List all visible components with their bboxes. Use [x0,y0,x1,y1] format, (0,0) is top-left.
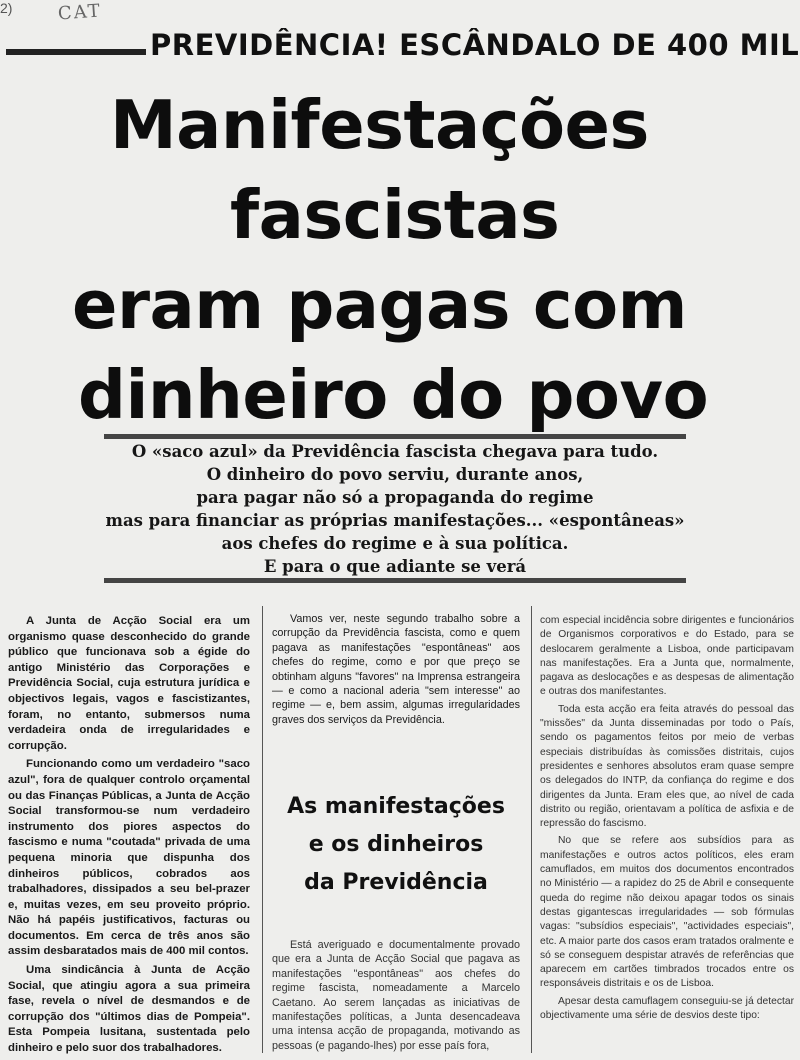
subhead-rule-bottom [104,578,686,583]
article-column-2-body [272,938,520,1056]
article-column-3 [540,614,794,1026]
subhead-line: aos chefes do regime e à sua política. [221,534,569,553]
article-column-1 [8,614,250,1060]
handwritten-mark: CAT [57,0,103,25]
main-headline [40,80,800,440]
section-heading [272,788,520,902]
corner-mark: 2) [0,0,13,16]
headline-line-1: Manifestações [110,86,649,164]
subhead-line: para pagar não só a propaganda do regime [196,488,594,507]
paragraph: No que se refere aos subsídios para as manifestações e outros actos políticos, eles eram camuflados, em muitos dos documentos encontrados no Ministério — a rapidez do 25 de Abril e consequente queda do regime não deixou apagar todos os sinais destas gigantescas irregularidades — sob fórmulas vagas: "subsídios especiais", "actividades especiais", etc. A maior parte dos casos eram tratados oralmente e só se conseguem despistar através de referências que aparecem em cartões timbrados trocados entre os responsáveis distritais e os de Lisboa. [540,835,794,990]
section-heading-line: As manifestações [287,794,505,819]
paragraph: Apesar desta camuflagem conseguiu-se já detectar objectivamente uma série de desvios deste tipo: [540,995,794,1022]
paragraph: com especial incidência sobre dirigentes e funcionários de Organismos corporativos e do Estado, para se deslocarem geralmente a Lisboa, onde participavam nas manifestações. Era a Junta que, normalmente, pagava as deslocações e as despesas de alimentação e outras dos manifestantes. [540,615,794,698]
headline-line-4: dinheiro do povo [78,356,709,434]
subhead-line: O «saco azul» da Previdência fascista chegava para tudo. [131,442,659,461]
paragraph: Funcionando como um verdadeiro "saco azul", fora de qualquer controlo orçamental ou das Finanças Públicas, a Junta de Acção Social transformou-se num verdadeiro instrumento dos piores aspectos do fascismo e numa "coutada" privada de uma pequena minoria que dispunha dos dinheiros públicos, cobrados aos trabalhadores, dissipados a seu bel-prazer e, muitas vezes, em seu proveito próprio. Não há papéis justificativos, facturas ou documentos. Em cerca de três anos são assim desbaratados mais de 400 mil contos. [8,758,250,958]
paragraph: Uma sindicância à Junta de Acção Social, que atingiu agora a sua primeira fase, revela o nível de desmandos e de corrupção dos "últimos dias de Pompeia". Esta Pompeia lusitana, sustentada pelo dinheiro e pelo suor dos trabalhadores. [8,964,250,1055]
kicker-headline: PREVIDÊNCIA! ESCÂNDALO DE 400 MIL [150,28,800,62]
subheadline [100,440,690,578]
section-heading-line: e os dinheiros [308,832,484,857]
headline-line-3: eram pagas com [72,266,687,344]
subhead-line: E para o que adiante se verá [263,557,527,576]
kicker-rule [6,49,146,55]
paragraph: Está averiguado e documentalmente provado que era a Junta de Acção Social que pagava as manifestações "espontâneas" aos chefes do regime fascista, nomeadamente a Marcelo Caetano. Ao serem lançadas as iniciativas de manifestações políticas, a Junta desencadeava uma intensa acção de propaganda, motivando as pessoas (e pagando-lhes) por esse país fora, [272,939,520,1052]
paragraph: Toda esta acção era feita através do pessoal das "missões" da Junta disseminadas por todo o País, sendo os pagamentos feitos por meio de verbas especiais distribuídas às comissões distritais, cujos presidentes e senhores absolutos eram quase sempre os delegados do INTP, da confiança do regime e dos dirigentes da Junta. Eram eles que, ao nível de cada distrito ou região, orientavam a política de asfixia e de repressão do fascismo. [540,703,794,830]
paragraph: A Junta de Acção Social era um organismo quase desconhecido do grande público que funcionava sob a égide do antigo Ministério das Corporações e Previdência Social, cuja estrutura jurídica e objectivos legais, vagos e fascistizantes, foram, no entanto, submersos numa verdadeira onda de irregularidades e corrupção. [8,615,250,752]
paragraph: Vamos ver, neste segundo trabalho sobre a corrupção da Previdência fascista, como e quem pagava as manifestações "espontâneas" aos chefes do regime, como e por que preço se obtinham alguns "favores" na Imprensa estrangeira — e como a nacional aderia "sem interesse" ao regime — e, bem assim, algumas irregularidades graves dos serviços da Previdência. [272,613,520,726]
headline-line-2: fascistas [230,176,560,254]
column-divider [262,606,263,1053]
subhead-line: O dinheiro do povo serviu, durante anos, [206,465,584,484]
column-divider [531,606,532,1053]
subhead-rule-top [104,434,686,439]
article-column-2-intro [272,612,520,730]
section-heading-line: da Previdência [304,870,488,895]
subhead-line: mas para financiar as próprias manifestações... «espontâneas» [105,511,685,530]
